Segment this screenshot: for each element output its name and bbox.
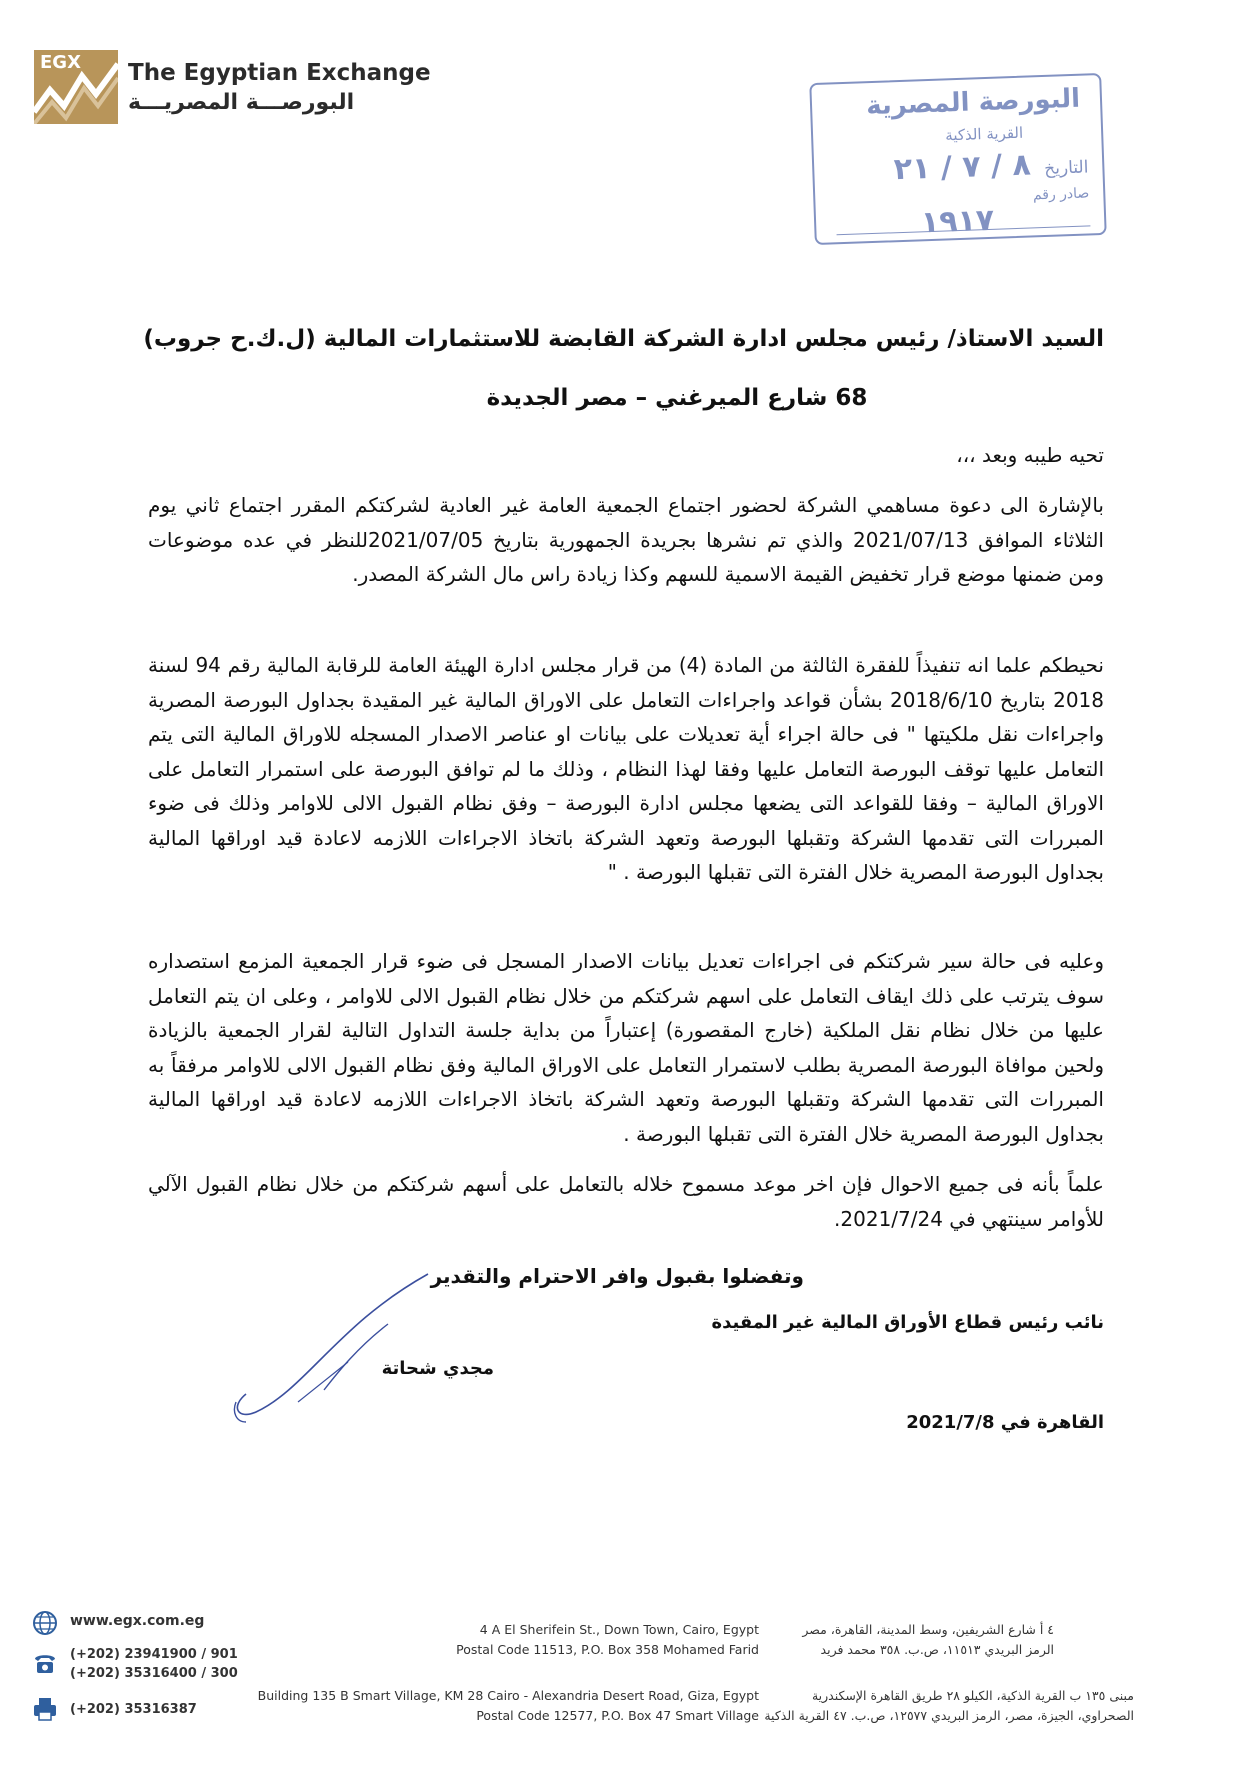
footer-phone-1: (+202) 23941900 / 901 [70, 1647, 238, 1662]
footer-address-2-en-line2: Postal Code 12577, P.O. Box 47 Smart Village [476, 1708, 759, 1723]
logo-badge-text: EGX [40, 52, 81, 73]
fax-icon [32, 1696, 58, 1722]
stamp-number-label: صادر رقم [1032, 185, 1090, 204]
letter-address: 68 شارع الميرغني – مصر الجديدة [486, 385, 868, 411]
letter-footer [0, 1600, 1234, 1723]
footer-address-1-en-line1: 4 A El Sherifein St., Down Town, Cairo, Egypt [479, 1622, 759, 1637]
incoming-stamp [809, 73, 1106, 245]
letter-paragraph-1: بالإشارة الى دعوة مساهمي الشركة لحضور اجتماع الجمعية العامة غير العادية لشركتكم المقرر اجتماع ثاني يوم الثلاثاء الموافق 2021/07/13 والذي تم نشرها بجريدة الجمهورية بتاريخ 2021/07/05للنظر في عده موضوعات ومن ضمنها موضع قرار تخفيض القيمة الاسمية للسهم وكذا زيادة راس مال الشركة المصدر. [148, 493, 1104, 586]
signatory-title: نائب رئيس قطاع الأوراق المالية غير المقيدة [711, 1312, 1104, 1333]
handwritten-signature [228, 1262, 448, 1432]
letter-paragraph-4: علماً بأنه فى جميع الاحوال فإن اخر موعد مسموح خلاله بالتعامل على أسهم شركتكم من خلال نظام القبول الآلي للأوامر سينتهي في 2021/7/24. [148, 1172, 1104, 1231]
footer-address-2-en-line1: Building 135 B Smart Village, KM 28 Cairo - Alexandria Desert Road, Giza, Egypt [257, 1688, 759, 1703]
egx-logo [34, 50, 431, 124]
globe-icon [32, 1610, 58, 1636]
footer-fax: (+202) 35316387 [70, 1702, 197, 1717]
stamp-org: البورصة المصرية [865, 83, 1081, 122]
phone-icon [32, 1650, 58, 1676]
footer-phone-2: (+202) 35316400 / 300 [70, 1666, 238, 1681]
letter-addressee: السيد الاستاذ/ رئيس مجلس ادارة الشركة القابضة للاستثمارات المالية (ل.ك.ح جروب) [143, 326, 1104, 352]
footer-address-1-ar-line2: الرمز البريدي ١١٥١٣، ص.ب. ٣٥٨ محمد فريد [820, 1642, 1054, 1657]
stamp-branch: القرية الذكية [944, 123, 1024, 145]
stamp-number-value: ١٩١٧ [920, 202, 995, 241]
footer-address-1-ar-line1: ٤ أ شارع الشريفين، وسط المدينة، القاهرة، مصر [802, 1622, 1054, 1637]
footer-address-2-ar-line1: مبنى ١٣٥ ب القرية الذكية، الكيلو ٢٨ طريق القاهرة الإسكندرية [811, 1688, 1134, 1703]
footer-address-1-en-line2: Postal Code 11513, P.O. Box 358 Mohamed Farid [456, 1642, 759, 1657]
egx-logo-mark [34, 50, 118, 124]
letter-greeting: تحيه طيبه وبعد ،،، [956, 443, 1104, 467]
stamp-date-label: التاريخ [1043, 157, 1089, 179]
letter-date: القاهرة في 2021/7/8 [906, 1412, 1104, 1433]
footer-website: www.egx.com.eg [70, 1613, 205, 1629]
signatory-name: مجدي شحاتة [381, 1358, 494, 1379]
stamp-date-value: ٨ / ٧ / ٢١ [893, 147, 1032, 188]
letter-paragraph-2: نحيطكم علما انه تنفيذاً للفقرة الثالثة من المادة (4) من قرار مجلس ادارة الهيئة العامة للرقابة المالية رقم 94 لسنة 2018 بتاريخ 2018/6/10 بشأن قواعد واجراءات التعامل على الاوراق المالية غير المقيدة بجداول البورصة المصرية واجراءات نقل ملكيتها " فى حالة اجراء أية تعديلات على بيانات او عناصر الاصدار المسجله للاوراق المالية التى يتم التعامل عليها توقف البورصة التعامل عليها وفقا لهذا النظام ، وذلك ما لم توافق البورصة على استمرار التعامل على الاوراق المالية – وفقا للقواعد التى يضعها مجلس ادارة البورصة – وفق نظام القبول الالى للاوامر وذلك فى ضوء المبررات التى تقدمها الشركة وتقبلها البورصة وتعهد الشركة باتخاذ الاجراءات اللازمه لاعادة قيد اوراقها المالية بجداول البورصة المصرية خلال الفترة التى تقبلها البورصة . " [148, 653, 1104, 884]
org-name-en: The Egyptian Exchange [128, 59, 431, 86]
stamp-date-row [893, 145, 1089, 187]
letter-paragraph-3: وعليه فى حالة سير شركتكم فى اجراءات تعديل بيانات الاصدار المسجل فى ضوء قرار الجمعية المزمع استصداره سوف يترتب على ذلك ايقاف التعامل على اسهم شركتكم من خلال نظام القبول الالى للاوامر ، وعلى ان يتم التعامل عليها من خلال نظام نقل الملكية (خارج المقصورة) إعتباراً من بداية جلسة التداول التالية لقرار الجمعية بالزيادة ولحين موافاة البورصة المصرية بطلب لاستمرار التعامل على الاوراق المالية وفق نظام القبول الالى للاوامر مرفقاً به المبررات التى تقدمها الشركة وتقبلها البورصة وتعهد الشركة باتخاذ الاجراءات اللازمه لاعادة قيد اوراقها المالية بجداول البورصة المصرية خلال الفترة التى تقبلها البورصة . [148, 949, 1104, 1146]
org-name-ar: البورصـــة المصريـــة [128, 89, 355, 115]
footer-address-2-ar-line2: الصحراوي، الجيزة، مصر، الرمز البريدي ١٢٥٧٧، ص.ب. ٤٧ القرية الذكية [764, 1708, 1134, 1723]
letter-closing: وتفضلوا بقبول وافر الاحترام والتقدير [430, 1264, 804, 1288]
